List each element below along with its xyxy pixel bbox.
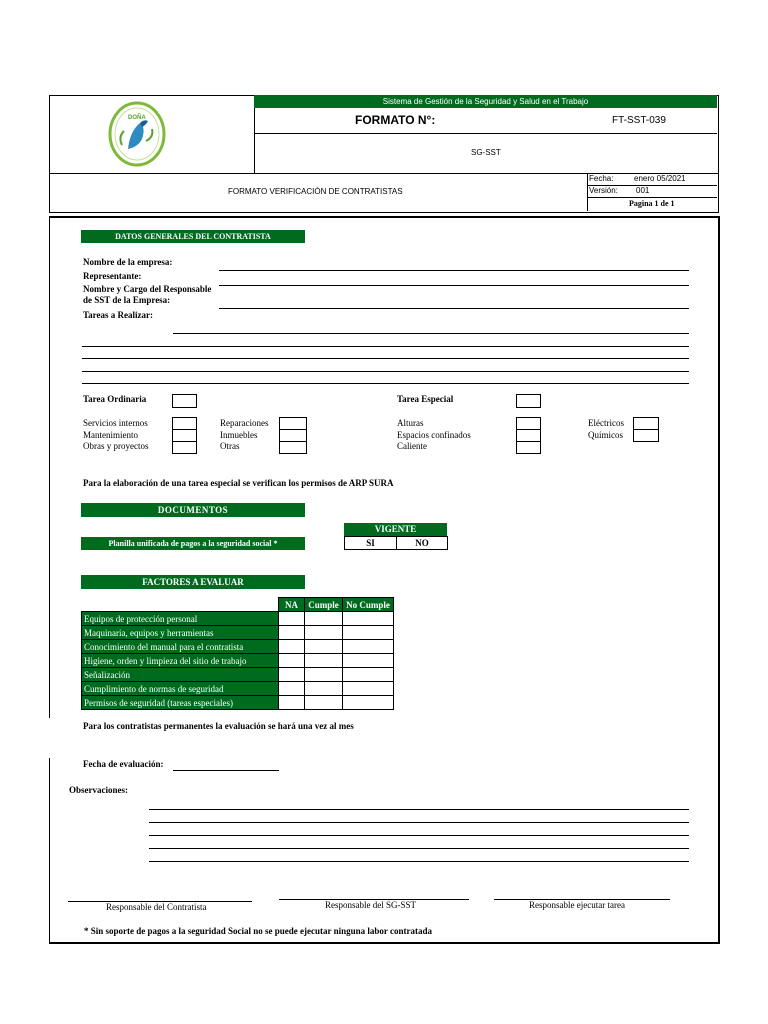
- responsable-sst-label-2: de SST de la Empresa:: [83, 295, 171, 305]
- tarea-especial-label: Tarea Especial: [397, 394, 454, 404]
- alturas-label: Alturas: [397, 418, 424, 428]
- no-cumple-cell[interactable]: [343, 668, 394, 682]
- factor-label: Cumplimiento de normas de seguridad: [82, 682, 279, 696]
- table-row: [82, 626, 394, 640]
- tareas-field-4[interactable]: [82, 371, 689, 372]
- fecha-label: Fecha:: [589, 174, 614, 183]
- observaciones-line-5[interactable]: [149, 861, 689, 862]
- company-logo: [108, 101, 166, 167]
- nota-permanentes: Para los contratistas permanentes la evaluación se hará una vez al mes: [83, 721, 354, 731]
- pagina-label: Pagina 1 de 1: [629, 199, 675, 208]
- table-row: [82, 612, 394, 626]
- observaciones-line-1[interactable]: [149, 809, 689, 810]
- observaciones-line-2[interactable]: [149, 822, 689, 823]
- vigente-no-cell[interactable]: NO: [396, 536, 448, 550]
- datos-section-header: DATOS GENERALES DEL CONTRATISTA: [81, 230, 305, 243]
- tareas-field-2[interactable]: [82, 346, 689, 347]
- table-row: [82, 654, 394, 668]
- reparaciones-label: Reparaciones: [220, 418, 269, 428]
- factor-label: Equipos de protección personal: [82, 612, 279, 626]
- cumple-cell[interactable]: [305, 612, 343, 626]
- documentos-section-header: DOCUMENTOS: [81, 503, 305, 517]
- responsable-sst-field[interactable]: [219, 308, 689, 309]
- no-cumple-cell[interactable]: [343, 654, 394, 668]
- no-cumple-cell[interactable]: [343, 626, 394, 640]
- logo-text: DOÑA: [128, 115, 146, 121]
- electricos-label: Eléctricos: [588, 418, 624, 428]
- cumple-cell[interactable]: [305, 654, 343, 668]
- cumple-cell[interactable]: [305, 640, 343, 654]
- table-row: [82, 668, 394, 682]
- otras-label: Otras: [220, 441, 240, 451]
- factor-label: Higiene, orden y limpieza del sitio de trabajo: [82, 654, 279, 668]
- sg-sst-label: SG-SST: [471, 148, 501, 157]
- formato-code: FT-SST-039: [612, 115, 666, 126]
- representante-label: Representante:: [83, 271, 142, 281]
- cumple-cell[interactable]: [305, 668, 343, 682]
- tarea-especial-checkbox[interactable]: [516, 394, 541, 408]
- responsable-sst-label-1: Nombre y Cargo del Responsable: [83, 284, 212, 294]
- na-cell[interactable]: [279, 682, 305, 696]
- na-cell[interactable]: [279, 640, 305, 654]
- no-cumple-cell[interactable]: [343, 612, 394, 626]
- caliente-checkbox[interactable]: [516, 441, 541, 454]
- vigente-header: VIGENTE: [344, 523, 447, 536]
- tarea-ordinaria-checkbox[interactable]: [172, 394, 197, 408]
- representante-field[interactable]: [219, 285, 689, 286]
- tareas-label: Tareas a Realizar:: [83, 310, 153, 320]
- col-cumple-header: Cumple: [305, 598, 343, 612]
- document-title: FORMATO VERIFICACIÓN DE CONTRATISTAS: [228, 187, 403, 196]
- obras-proyectos-label: Obras y proyectos: [83, 441, 149, 451]
- fecha-evaluacion-label: Fecha de evaluación:: [83, 759, 164, 769]
- cumple-cell[interactable]: [305, 696, 343, 710]
- factor-label: Señalización: [82, 668, 279, 682]
- formato-label: FORMATO N°:: [355, 113, 436, 127]
- firma-sst-label: Responsable del SG-SST: [325, 900, 416, 910]
- quimicos-checkbox[interactable]: [633, 429, 659, 442]
- fecha-evaluacion-field[interactable]: [173, 770, 279, 771]
- no-cumple-cell[interactable]: [343, 640, 394, 654]
- nombre-empresa-field[interactable]: [219, 270, 689, 271]
- factor-label: Permisos de seguridad (tareas especiales): [82, 696, 279, 710]
- factores-table: [81, 597, 394, 710]
- servicios-internos-label: Servicios internos: [83, 418, 148, 428]
- factor-label: Conocimiento del manual para el contratista: [82, 640, 279, 654]
- na-cell[interactable]: [279, 696, 305, 710]
- no-cumple-cell[interactable]: [343, 696, 394, 710]
- tareas-field-5[interactable]: [82, 383, 689, 384]
- system-title: Sistema de Gestión de la Seguridad y Salud en el Trabajo: [382, 97, 589, 106]
- mantenimiento-label: Mantenimiento: [83, 430, 138, 440]
- caliente-label: Caliente: [397, 441, 427, 451]
- cumple-cell[interactable]: [305, 626, 343, 640]
- vigente-si-cell[interactable]: SI: [344, 536, 397, 550]
- na-cell[interactable]: [279, 668, 305, 682]
- na-cell[interactable]: [279, 626, 305, 640]
- factores-section-header: FACTORES A EVALUAR: [81, 575, 305, 589]
- factor-label: Maquinaria, equipos y herramientas: [82, 626, 279, 640]
- observaciones-line-3[interactable]: [149, 835, 689, 836]
- firma-tarea-label: Responsable ejecutar tarea: [529, 900, 625, 910]
- inmuebles-label: Inmuebles: [220, 430, 258, 440]
- version-value: 001: [636, 186, 650, 195]
- observaciones-label: Observaciones:: [69, 785, 128, 795]
- cumple-cell[interactable]: [305, 682, 343, 696]
- obras-proyectos-checkbox[interactable]: [172, 441, 197, 454]
- col-no-cumple-header: No Cumple: [343, 598, 394, 612]
- nota-final: * Sin soporte de pagos a la seguridad Social no se puede ejecutar ninguna labor contratada: [84, 926, 432, 936]
- table-row: [82, 696, 394, 710]
- table-row: [82, 682, 394, 696]
- tareas-field-3[interactable]: [82, 358, 689, 359]
- system-title-bar: [254, 95, 717, 108]
- nombre-empresa-label: Nombre de la empresa:: [83, 257, 173, 267]
- version-label: Versión:: [589, 186, 618, 195]
- quimicos-label: Químicos: [588, 430, 623, 440]
- col-na-header: NA: [279, 598, 305, 612]
- otras-checkbox[interactable]: [279, 441, 307, 454]
- na-cell[interactable]: [279, 654, 305, 668]
- firma-contratista-label: Responsable del Contratista: [106, 902, 207, 912]
- observaciones-line-4[interactable]: [149, 848, 689, 849]
- espacios-confinados-label: Espacios confinados: [397, 430, 471, 440]
- table-row: [82, 640, 394, 654]
- tareas-field-1[interactable]: [173, 333, 689, 334]
- planilla-label-bar: Planilla unificada de pagos a la seguridad social *: [81, 537, 305, 550]
- nota-tarea-especial: Para la elaboración de una tarea especial se verifican los permisos de ARP SURA: [83, 478, 394, 488]
- fecha-value: enero 05/2021: [634, 174, 686, 183]
- no-cumple-cell[interactable]: [343, 682, 394, 696]
- na-cell[interactable]: [279, 612, 305, 626]
- tarea-ordinaria-label: Tarea Ordinaria: [83, 394, 147, 404]
